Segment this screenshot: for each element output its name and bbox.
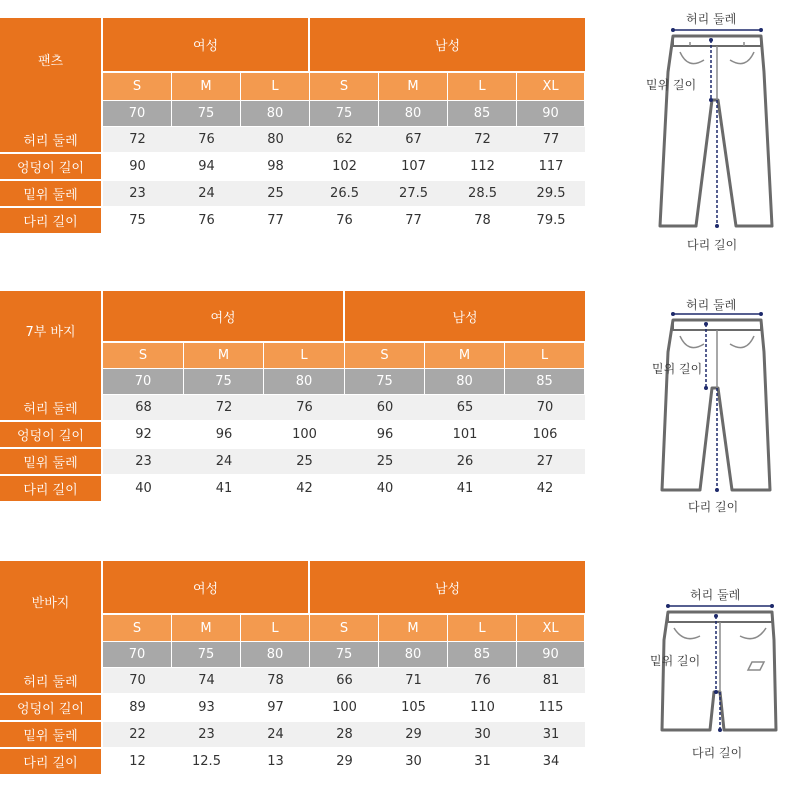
size-cell: L [241, 73, 310, 101]
value-cell: 112 [448, 154, 517, 181]
table-row [0, 749, 585, 776]
value-cell: 110 [448, 695, 517, 722]
value-cell: 41 [184, 476, 264, 503]
corner-filler [0, 369, 103, 395]
value-cell: 77 [517, 127, 585, 154]
value-cell: 92 [103, 422, 184, 449]
value-cell: 70 [505, 395, 585, 422]
row-label: 허리 둘레 [0, 395, 103, 422]
value-cell: 23 [103, 449, 184, 476]
value-cell: 77 [241, 208, 310, 235]
value-cell: 67 [379, 127, 448, 154]
row-label: 엉덩이 길이 [0, 422, 103, 449]
table-row [0, 476, 585, 503]
table-row [0, 422, 585, 449]
table-title: 7부 바지 [0, 291, 103, 369]
table-row [0, 208, 585, 235]
row-label: 허리 둘레 [0, 668, 103, 695]
size-cell: S [310, 73, 379, 101]
table-row [0, 154, 585, 181]
cropped-pants-diagram [640, 290, 800, 520]
leg-label: 다리 길이 [687, 238, 738, 252]
size-number-cell: 70 [103, 101, 172, 127]
value-cell: 78 [241, 668, 310, 695]
value-cell: 29 [379, 722, 448, 749]
value-cell: 30 [448, 722, 517, 749]
size-number-cell: 80 [379, 101, 448, 127]
value-cell: 40 [345, 476, 425, 503]
value-cell: 12 [103, 749, 172, 776]
table-title: 반바지 [0, 561, 103, 642]
value-cell: 12.5 [172, 749, 241, 776]
size-cell: M [379, 73, 448, 101]
value-cell: 96 [345, 422, 425, 449]
value-cell: 65 [425, 395, 505, 422]
value-cell: 100 [264, 422, 345, 449]
size-cell: M [184, 343, 264, 369]
table-row [0, 127, 585, 154]
size-cell: M [425, 343, 505, 369]
corner-filler [0, 101, 103, 127]
table-row [0, 722, 585, 749]
rise-label: 밑위 길이 [650, 654, 701, 668]
value-cell: 22 [103, 722, 172, 749]
size-number-cell: 70 [103, 642, 172, 668]
value-cell: 29.5 [517, 181, 585, 208]
value-cell: 77 [379, 208, 448, 235]
size-cell: S [345, 343, 425, 369]
value-cell: 75 [103, 208, 172, 235]
row-label: 밑위 둘레 [0, 181, 103, 208]
men-header: 남성 [345, 291, 585, 343]
value-cell: 25 [345, 449, 425, 476]
size-cell: M [379, 615, 448, 642]
value-cell: 24 [172, 181, 241, 208]
men-header: 남성 [310, 18, 585, 73]
rise-label: 밑위 길이 [646, 78, 697, 92]
value-cell: 106 [505, 422, 585, 449]
value-cell: 90 [103, 154, 172, 181]
size-number-cell: 80 [264, 369, 345, 395]
size-cell: L [264, 343, 345, 369]
size-number-cell: 80 [241, 642, 310, 668]
size-cell: L [448, 615, 517, 642]
shorts-diagram [640, 580, 800, 780]
size-number-cell: 75 [172, 101, 241, 127]
leg-label: 다리 길이 [688, 500, 739, 514]
value-cell: 81 [517, 668, 585, 695]
size-cell: S [103, 73, 172, 101]
value-cell: 71 [379, 668, 448, 695]
value-cell: 68 [103, 395, 184, 422]
value-cell: 25 [241, 181, 310, 208]
cropped-pants-size-table [0, 291, 585, 503]
size-number-cell: 75 [184, 369, 264, 395]
size-number-cell: 90 [517, 642, 585, 668]
value-cell: 62 [310, 127, 379, 154]
size-number-cell: 70 [103, 369, 184, 395]
value-cell: 105 [379, 695, 448, 722]
value-cell: 31 [517, 722, 585, 749]
value-cell: 100 [310, 695, 379, 722]
size-number-row [0, 642, 585, 668]
size-number-cell: 75 [345, 369, 425, 395]
size-number-row [0, 101, 585, 127]
row-label: 다리 길이 [0, 476, 103, 503]
value-cell: 42 [264, 476, 345, 503]
size-cell: M [172, 73, 241, 101]
size-number-cell: 90 [517, 101, 585, 127]
shorts-size-table [0, 561, 585, 776]
pants-diagram [640, 0, 800, 265]
row-label: 엉덩이 길이 [0, 695, 103, 722]
value-cell: 72 [103, 127, 172, 154]
value-cell: 28.5 [448, 181, 517, 208]
value-cell: 74 [172, 668, 241, 695]
size-number-cell: 85 [505, 369, 585, 395]
table-row [0, 695, 585, 722]
size-cell: XL [517, 615, 585, 642]
row-label: 허리 둘레 [0, 127, 103, 154]
value-cell: 27 [505, 449, 585, 476]
value-cell: 93 [172, 695, 241, 722]
value-cell: 89 [103, 695, 172, 722]
size-number-cell: 85 [448, 101, 517, 127]
leg-label: 다리 길이 [692, 746, 743, 760]
women-header: 여성 [103, 561, 310, 615]
waist-label: 허리 둘레 [686, 298, 737, 312]
value-cell: 26 [425, 449, 505, 476]
value-cell: 72 [448, 127, 517, 154]
shorts-size-table-section [0, 561, 585, 776]
value-cell: 97 [241, 695, 310, 722]
value-cell: 79.5 [517, 208, 585, 235]
row-label: 엉덩이 길이 [0, 154, 103, 181]
value-cell: 29 [310, 749, 379, 776]
value-cell: 66 [310, 668, 379, 695]
value-cell: 30 [379, 749, 448, 776]
corner-filler [0, 642, 103, 668]
value-cell: 94 [172, 154, 241, 181]
size-number-cell: 85 [448, 642, 517, 668]
pants-size-table-section [0, 18, 585, 235]
value-cell: 13 [241, 749, 310, 776]
value-cell: 23 [103, 181, 172, 208]
value-cell: 24 [241, 722, 310, 749]
value-cell: 31 [448, 749, 517, 776]
cropped-pants-outline-icon [640, 290, 800, 520]
size-number-cell: 80 [425, 369, 505, 395]
size-cell: XL [517, 73, 585, 101]
row-label: 다리 길이 [0, 208, 103, 235]
men-header: 남성 [310, 561, 585, 615]
size-cell: L [505, 343, 585, 369]
cropped-pants-size-table-section [0, 291, 585, 503]
waist-label: 허리 둘레 [690, 588, 741, 602]
value-cell: 98 [241, 154, 310, 181]
value-cell: 34 [517, 749, 585, 776]
value-cell: 41 [425, 476, 505, 503]
value-cell: 80 [241, 127, 310, 154]
size-cell: S [103, 343, 184, 369]
value-cell: 107 [379, 154, 448, 181]
value-cell: 96 [184, 422, 264, 449]
value-cell: 70 [103, 668, 172, 695]
row-label: 다리 길이 [0, 749, 103, 776]
value-cell: 78 [448, 208, 517, 235]
value-cell: 26.5 [310, 181, 379, 208]
value-cell: 76 [172, 127, 241, 154]
size-cell: S [103, 615, 172, 642]
table-row [0, 449, 585, 476]
size-number-cell: 75 [172, 642, 241, 668]
value-cell: 28 [310, 722, 379, 749]
size-number-cell: 80 [379, 642, 448, 668]
value-cell: 24 [184, 449, 264, 476]
row-label: 밑위 둘레 [0, 722, 103, 749]
value-cell: 76 [310, 208, 379, 235]
size-number-row [0, 369, 585, 395]
value-cell: 76 [264, 395, 345, 422]
pants-size-table [0, 18, 585, 235]
size-number-cell: 80 [241, 101, 310, 127]
size-cell: L [448, 73, 517, 101]
value-cell: 60 [345, 395, 425, 422]
value-cell: 102 [310, 154, 379, 181]
value-cell: 42 [505, 476, 585, 503]
pants-outline-icon [640, 0, 800, 265]
size-cell: M [172, 615, 241, 642]
size-number-cell: 75 [310, 642, 379, 668]
women-header: 여성 [103, 18, 310, 73]
table-row [0, 181, 585, 208]
size-cell: L [241, 615, 310, 642]
table-row [0, 668, 585, 695]
table-row [0, 395, 585, 422]
value-cell: 40 [103, 476, 184, 503]
value-cell: 23 [172, 722, 241, 749]
value-cell: 115 [517, 695, 585, 722]
table-title: 팬츠 [0, 18, 103, 101]
value-cell: 27.5 [379, 181, 448, 208]
size-cell: S [310, 615, 379, 642]
row-label: 밑위 둘레 [0, 449, 103, 476]
value-cell: 25 [264, 449, 345, 476]
value-cell: 76 [172, 208, 241, 235]
value-cell: 101 [425, 422, 505, 449]
waist-label: 허리 둘레 [686, 12, 737, 26]
women-header: 여성 [103, 291, 345, 343]
rise-label: 밑위 길이 [652, 362, 703, 376]
value-cell: 72 [184, 395, 264, 422]
size-number-cell: 75 [310, 101, 379, 127]
value-cell: 76 [448, 668, 517, 695]
value-cell: 117 [517, 154, 585, 181]
